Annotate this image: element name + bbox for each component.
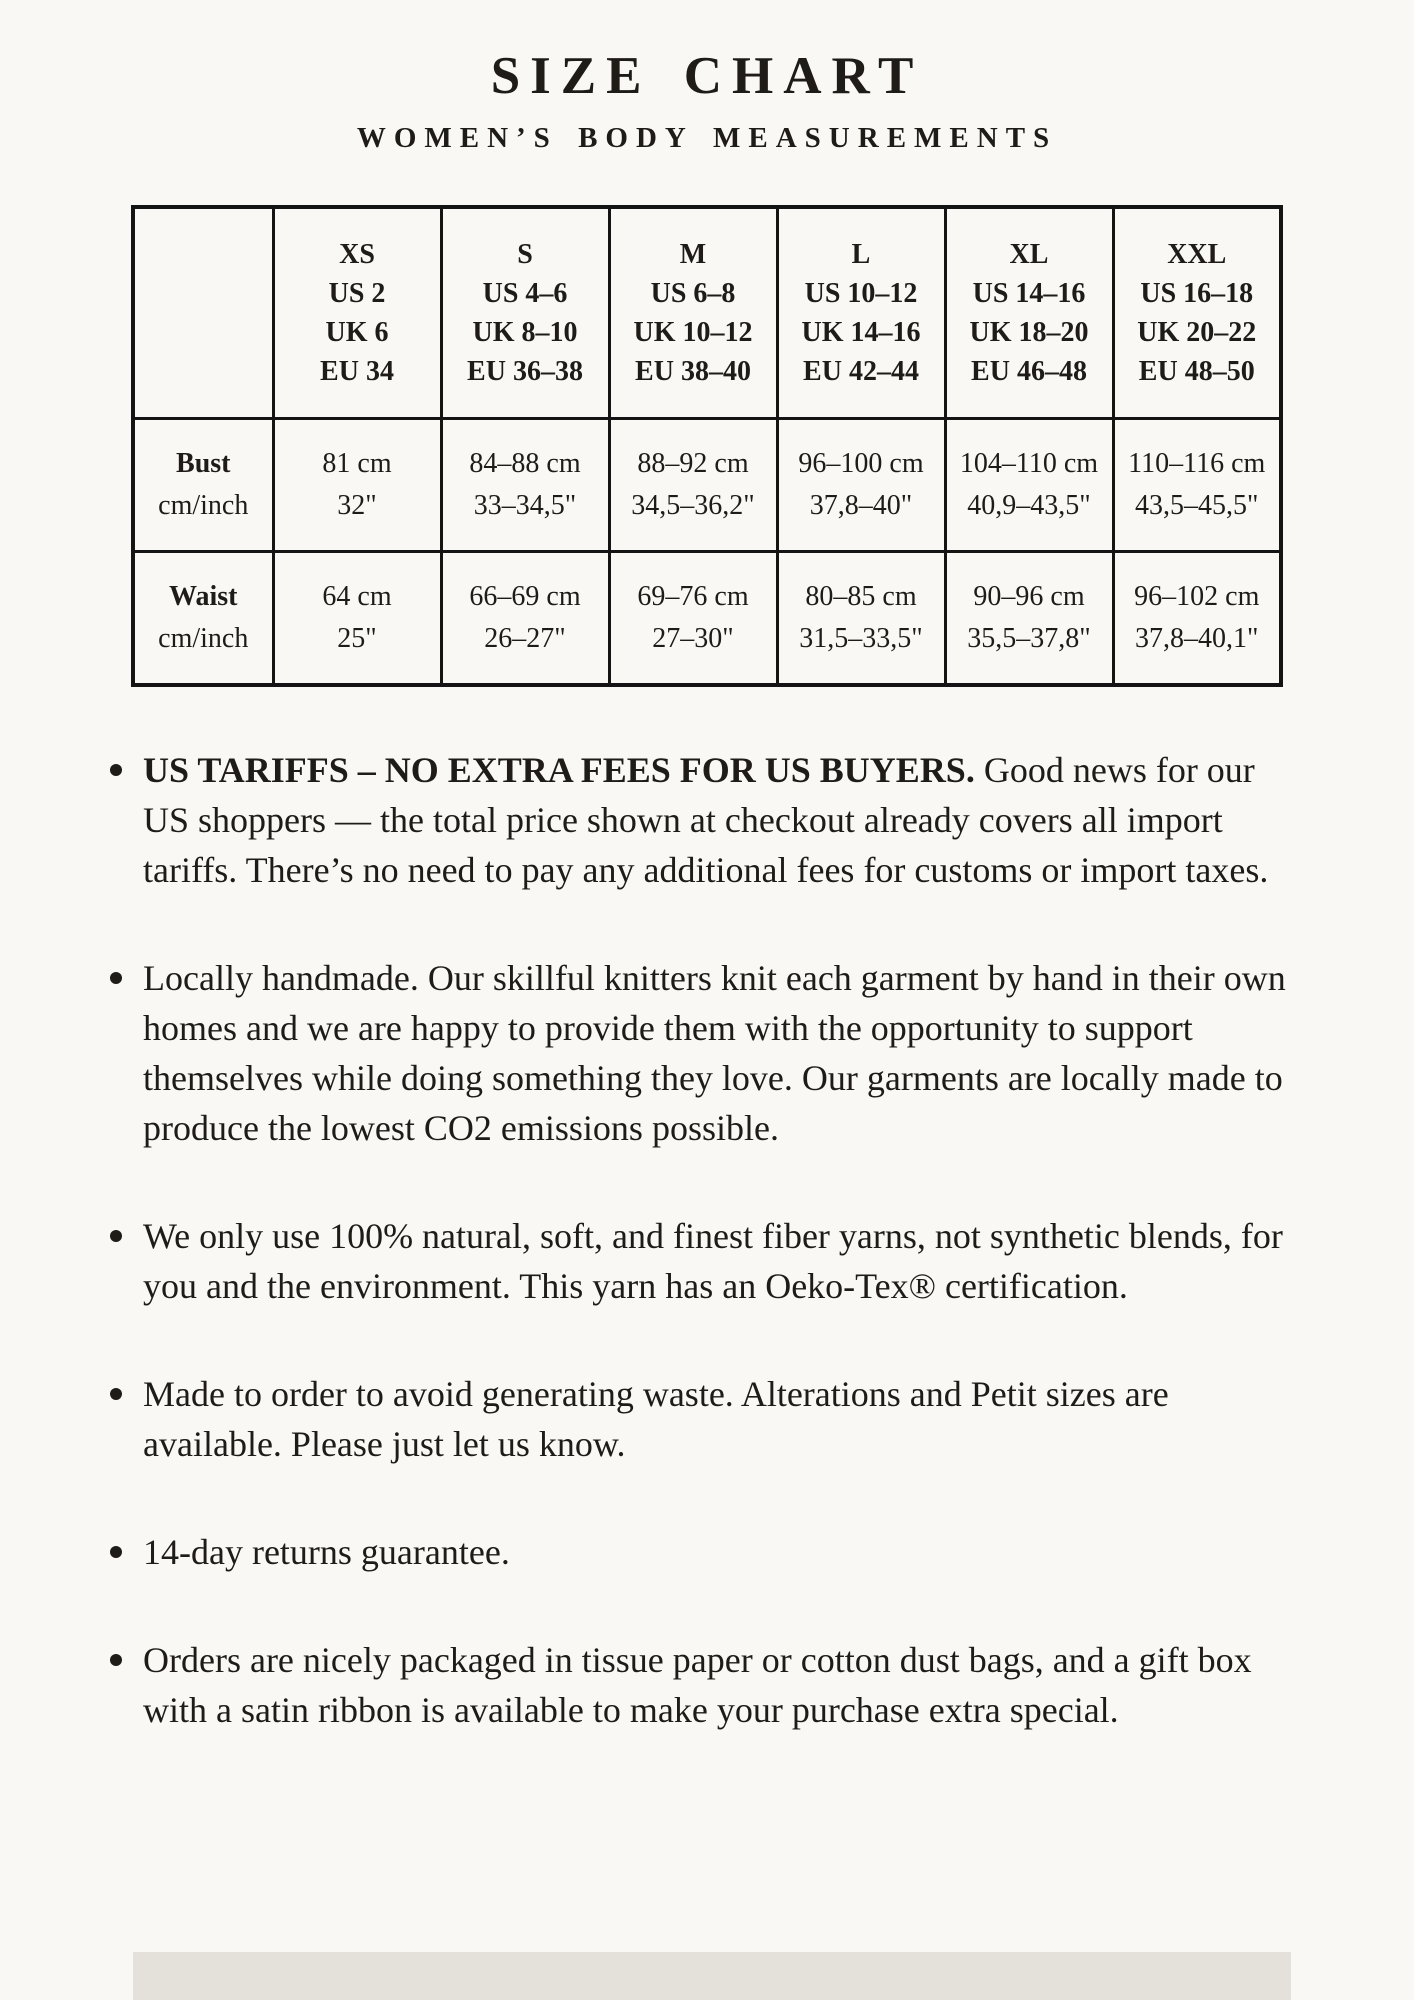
value-cm: 110–116 cm xyxy=(1128,448,1266,479)
size-column-header-xxl xyxy=(1113,207,1281,419)
value-cm: 96–100 cm xyxy=(798,448,924,479)
bullet-text xyxy=(143,1211,1300,1311)
waist-row-label xyxy=(133,552,273,686)
size-us: US 16–18 xyxy=(1140,278,1254,309)
size-uk: UK 8–10 xyxy=(472,317,578,348)
bullet-dot-icon xyxy=(110,1388,122,1400)
size-column-header-m xyxy=(609,207,777,419)
bullet-body: We only use 100% natural, soft, and finest fiber yarns, not synthetic blends, for you and the environment. This yarn has an Oeko-Tex® certification. xyxy=(143,1216,1283,1306)
measure-label: Bust xyxy=(176,448,231,479)
bullet-text xyxy=(143,953,1300,1153)
size-uk: UK 20–22 xyxy=(1137,317,1257,348)
size-name: L xyxy=(851,239,871,270)
measure-unit: cm/inch xyxy=(158,623,249,654)
size-us: US 4–6 xyxy=(482,278,568,309)
value-inch: 43,5–45,5" xyxy=(1135,490,1259,521)
bullet-body: Orders are nicely packaged in tissue paper or cotton dust bags, and a gift box with a satin ribbon is available to make your purchase extra special. xyxy=(143,1640,1252,1730)
waist-value-xxl xyxy=(1113,552,1281,686)
bullet-item-us-tariffs xyxy=(108,745,1300,895)
waist-row xyxy=(133,552,1281,686)
bullet-dot-icon xyxy=(110,1230,122,1242)
value-cm: 104–110 cm xyxy=(959,448,1099,479)
size-eu: EU 36–38 xyxy=(467,356,583,387)
bullet-dot-icon xyxy=(110,1546,122,1558)
size-name: XL xyxy=(1009,239,1049,270)
size-eu: EU 38–40 xyxy=(635,356,751,387)
bust-value-s xyxy=(441,419,609,552)
bullet-dot-icon xyxy=(110,972,122,984)
size-uk: UK 6 xyxy=(325,317,389,348)
size-eu: EU 42–44 xyxy=(803,356,919,387)
bullet-text xyxy=(143,1527,1300,1577)
bust-value-xs xyxy=(273,419,441,552)
value-cm: 88–92 cm xyxy=(637,448,749,479)
bullet-item-natural-yarns xyxy=(108,1211,1300,1311)
size-uk: UK 14–16 xyxy=(801,317,921,348)
value-inch: 40,9–43,5" xyxy=(967,490,1091,521)
size-column-header-l xyxy=(777,207,945,419)
size-eu: EU 46–48 xyxy=(971,356,1087,387)
value-inch: 37,8–40" xyxy=(809,490,913,521)
waist-value-s xyxy=(441,552,609,686)
size-us: US 2 xyxy=(328,278,386,309)
page-title: SIZE CHART xyxy=(490,47,924,105)
value-cm: 90–96 cm xyxy=(973,581,1085,612)
bullet-item-made-to-order xyxy=(108,1369,1300,1469)
size-name: S xyxy=(517,239,533,270)
bullet-dot-icon xyxy=(110,1654,122,1666)
waist-value-m xyxy=(609,552,777,686)
value-inch: 34,5–36,2" xyxy=(631,490,755,521)
bullet-body: Made to order to avoid generating waste. Alterations and Petit sizes are available. Please just let us know. xyxy=(143,1374,1169,1464)
value-inch: 37,8–40,1" xyxy=(1135,623,1259,654)
bullet-text xyxy=(143,1635,1300,1735)
size-name: XXL xyxy=(1167,239,1227,270)
value-inch: 27–30" xyxy=(652,623,734,654)
bullet-text xyxy=(143,1369,1300,1469)
value-cm: 80–85 cm xyxy=(805,581,917,612)
size-column-header-xs xyxy=(273,207,441,419)
size-header-row xyxy=(133,207,1281,419)
waist-value-xs xyxy=(273,552,441,686)
bust-value-xl xyxy=(945,419,1113,552)
value-inch: 25" xyxy=(337,623,377,654)
bullet-dot-icon xyxy=(110,764,122,776)
bullet-text xyxy=(143,745,1300,895)
page-subtitle: WOMEN’S BODY MEASUREMENTS xyxy=(356,122,1058,154)
bullet-list xyxy=(108,745,1300,1735)
bullet-item-locally-handmade xyxy=(108,953,1300,1153)
size-uk: UK 18–20 xyxy=(969,317,1089,348)
value-inch: 32" xyxy=(337,490,377,521)
size-us: US 6–8 xyxy=(650,278,736,309)
table-corner-cell xyxy=(133,207,273,419)
size-name: M xyxy=(679,239,707,270)
value-cm: 64 cm xyxy=(322,581,392,612)
size-name: XS xyxy=(339,239,375,270)
value-cm: 96–102 cm xyxy=(1134,581,1260,612)
bullet-body: 14-day returns guarantee. xyxy=(143,1532,510,1572)
size-table xyxy=(131,205,1283,687)
bullet-lead: US TARIFFS – NO EXTRA FEES FOR US BUYERS. xyxy=(143,750,975,790)
bullet-body: Locally handmade. Our skillful knitters knit each garment by hand in their own homes and we are happy to provide them with the opportunity to support themselves while doing something they love. Our garments are locally made to produce the lowest CO2 emissions possible. xyxy=(143,958,1286,1148)
value-cm: 69–76 cm xyxy=(637,581,749,612)
size-us: US 14–16 xyxy=(972,278,1086,309)
bust-row-label xyxy=(133,419,273,552)
waist-value-xl xyxy=(945,552,1113,686)
bullet-body: Good news for our US shoppers — the total price shown at checkout already covers all import tariffs. There’s no need to pay any additional fees for customs or import taxes. xyxy=(143,750,1269,890)
measure-unit: cm/inch xyxy=(158,490,249,521)
waist-value-l xyxy=(777,552,945,686)
value-inch: 33–34,5" xyxy=(473,490,577,521)
value-cm: 81 cm xyxy=(322,448,392,479)
size-uk: UK 10–12 xyxy=(633,317,753,348)
value-inch: 31,5–33,5" xyxy=(799,623,923,654)
size-eu: EU 34 xyxy=(320,356,394,387)
size-column-header-s xyxy=(441,207,609,419)
bust-row xyxy=(133,419,1281,552)
value-inch: 26–27" xyxy=(484,623,566,654)
size-us: US 10–12 xyxy=(804,278,918,309)
size-eu: EU 48–50 xyxy=(1138,356,1255,387)
measure-label: Waist xyxy=(169,581,238,612)
bullet-item-packaging xyxy=(108,1635,1300,1735)
bust-value-m xyxy=(609,419,777,552)
bust-value-xxl xyxy=(1113,419,1281,552)
bullet-item-returns-guarantee xyxy=(108,1527,1300,1577)
value-inch: 35,5–37,8" xyxy=(967,623,1091,654)
bottom-band xyxy=(133,1952,1291,2000)
value-cm: 66–69 cm xyxy=(469,581,581,612)
size-column-header-xl xyxy=(945,207,1113,419)
value-cm: 84–88 cm xyxy=(469,448,581,479)
bust-value-l xyxy=(777,419,945,552)
